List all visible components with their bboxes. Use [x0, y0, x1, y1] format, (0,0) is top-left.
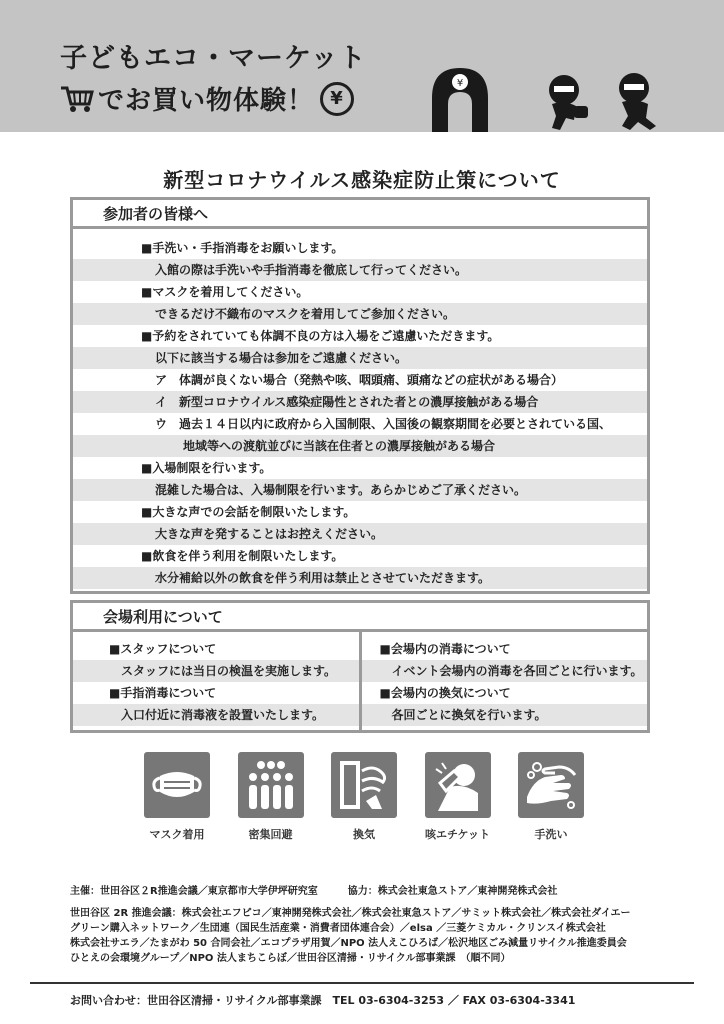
logo-subtitle: でお買い物体験！ [98, 86, 315, 116]
section-text: ウ 過去１４日以内に政府から入国制限、入国後の観察期間を必要とされている国、 [155, 417, 612, 431]
handwash-icon [518, 752, 584, 818]
section-heading: ■手指消毒について [109, 686, 217, 700]
participants-list [73, 229, 647, 591]
mascot-illustration [424, 64, 684, 132]
section-heading: ■会場内の換気について [379, 686, 511, 700]
shopping-cart-icon [60, 85, 94, 113]
section-text: 地域等への渡航並びに当該在住者との濃厚接触がある場合 [73, 435, 647, 457]
section-heading: ■予約をされていても体調不良の方は入場をご遠慮いただきます。 [141, 329, 500, 343]
section-text: スタッフには当日の検温を実施します。 [73, 660, 359, 682]
footer-divider [30, 982, 694, 984]
logo-title: 子どもエコ・マーケット [60, 43, 367, 74]
section-heading: ■会場内の消毒について [379, 642, 511, 656]
section-text: 入館の際は手洗いや手指消毒を徹底して行ってください。 [73, 259, 647, 281]
contact-line: お問い合わせ：世田谷区清掃・リサイクル部事業課 TEL 03-6304-3253 ／ FAX 03-6304-3341 [70, 994, 576, 1007]
member-line: 世田谷区 2R 推進会議：株式会社エフピコ／東神開発株式会社／株式会社東急ストア／サミット株式会社／株式会社ダイエー [70, 908, 631, 919]
section-heading: ■大きな声での会話を制限いたします。 [141, 505, 356, 519]
venue-left-column [73, 632, 359, 730]
section-heading: ■飲食を伴う利用を制限いたします。 [141, 549, 344, 563]
section-text: イ 新型コロナウイルス感染症陽性とされた者との濃厚接触がある場合 [73, 391, 647, 413]
venue-heading: 会場利用について [73, 603, 647, 632]
participants-heading: 参加者の皆様へ [73, 200, 647, 229]
mask-icon [144, 752, 210, 818]
crowd-icon [238, 752, 304, 818]
venue-panel [70, 600, 650, 733]
page-title: 新型コロナウイルス感染症防止策について [163, 168, 561, 192]
icon-label: 咳エチケット [424, 828, 490, 841]
icon-label: 手洗い [534, 828, 568, 841]
member-line: グリーン購入ネットワーク／生団連（国民生活産業・消費者団体連合会）／elsa ／三菱ケミカル・クリンスイ株式会社 [70, 923, 606, 934]
prevention-icons [144, 752, 584, 842]
section-heading: ■入場制限を行います。 [141, 461, 272, 475]
section-text: イベント会場内の消毒を各回ごとに行います。 [362, 660, 648, 682]
icon-item-mask [144, 752, 210, 842]
cough-etiquette-icon [425, 752, 491, 818]
logo-subtitle-row [60, 80, 354, 117]
icon-item-cough [425, 752, 491, 842]
icon-item-crowd [238, 752, 304, 842]
section-text: できるだけ不織布のマスクを着用してご参加ください。 [73, 303, 647, 325]
section-text: 以下に該当する場合は参加をご遠慮ください。 [73, 347, 647, 369]
icon-label: 密集回避 [248, 828, 293, 841]
organizer-line: 主催：世田谷区２R推進会議／東京都市大学伊坪研究室 協力：株式会社東急ストア／東神開発株式会社 [70, 886, 558, 897]
ventilation-icon [331, 752, 397, 818]
section-heading: ■マスクを着用してください。 [141, 285, 309, 299]
icon-item-handwash [518, 752, 584, 842]
venue-right-column [359, 632, 648, 730]
yen-leaf-icon: ¥ [320, 82, 354, 116]
section-heading: ■手洗い・手指消毒をお願いします。 [141, 241, 344, 255]
icon-item-ventilation [331, 752, 397, 842]
member-line: 株式会社サエラ／たまがわ 50 合同会社／エコプラザ用賀／NPO 法人えこひろば／松沢地区ごみ減量リサイクル推進委員会 [70, 938, 627, 949]
section-text: 混雑した場合は、入場制限を行います。あらかじめご了承ください。 [73, 479, 647, 501]
participants-panel [70, 197, 650, 594]
icon-label: マスク着用 [149, 828, 205, 841]
section-text: ア 体調が良くない場合（発熱や咳、咽頭痛、頭痛などの症状がある場合） [155, 373, 564, 387]
section-text: 大きな声を発することはお控えください。 [73, 523, 647, 545]
icon-label: 換気 [353, 828, 375, 841]
section-text: 水分補給以外の飲食を伴う利用は禁止とさせていただきます。 [73, 567, 647, 589]
venue-grid [73, 632, 647, 730]
section-heading: ■スタッフについて [109, 642, 217, 656]
header-band [0, 0, 724, 132]
member-list [70, 906, 631, 966]
section-text: 入口付近に消毒液を設置いたします。 [73, 704, 359, 726]
member-line: ひとえの会環境グループ／NPO 法人まちこらぼ／世田谷区清掃・リサイクル部事業課 （順不同） [70, 953, 511, 964]
svg-text:¥: ¥ [456, 78, 464, 89]
section-text: 各回ごとに換気を行います。 [362, 704, 648, 726]
